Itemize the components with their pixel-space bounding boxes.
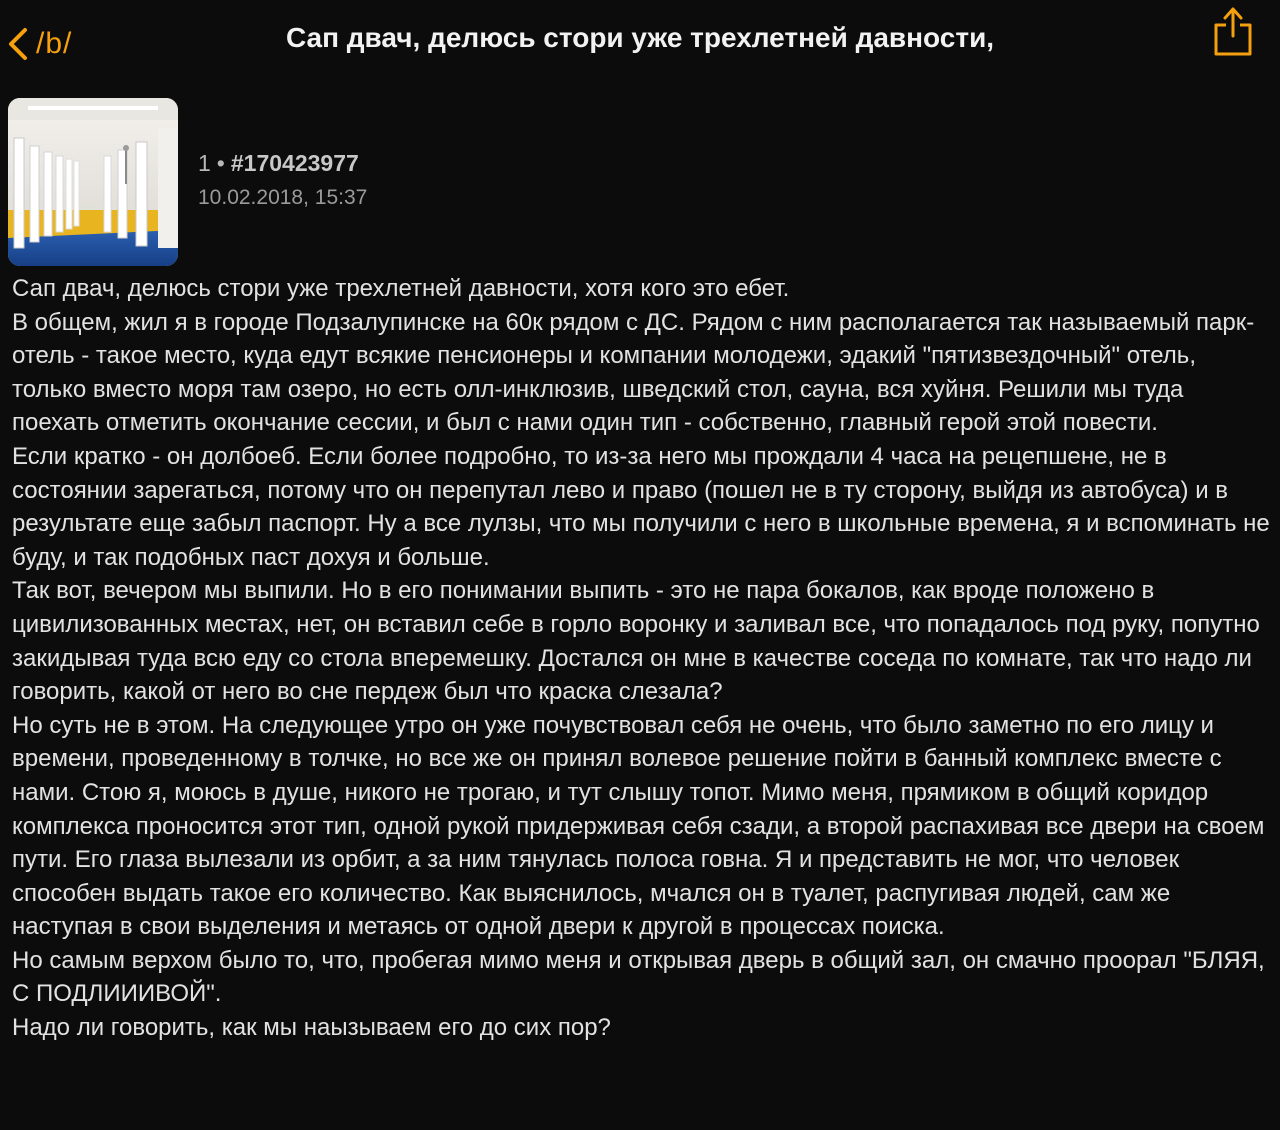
post-paragraph: Если кратко - он долбоеб. Если более подробно, то из-за него мы прождали 4 часа на рецепшене, не в состоянии зарегаться, потому что он перепутал лево и право (пошел не в ту сторону, выйдя из автобуса) и в результате еще забыл паспорт. Ну а все лулзы, что мы получили с него в школьные времена, я и вспоминать не буду, и так подобных паст дохуя и больше. — [12, 442, 1270, 571]
post-separator: • — [216, 150, 225, 176]
navigation-bar — [0, 0, 1280, 84]
post-meta — [198, 150, 367, 210]
back-label: /b/ — [36, 27, 73, 60]
post-paragraph: Сап двач, делюсь стори уже трехлетней давности, хотя кого это ебет. — [12, 275, 790, 302]
post-paragraph: Но самым верхом было то, что, пробегая мимо меня и открывая дверь в общий зал, он смачно проорал "БЛЯЯ, С ПОДЛИИИВОЙ". — [12, 946, 1265, 1008]
post-id[interactable]: #170423977 — [230, 150, 359, 176]
post-paragraph: Но суть не в этом. На следующее утро он уже почувствовал себя не очень, что было заметно по его лицу и времени, проведенному в толчке, но все же он принял волевое решение пойти в банный комплекс вместе с нами. Стою я, моюсь в душе, никого не трогаю, и тут слышу топот. Мимо меня, прямиком в общий коридор комплекса проносится этот тип, одной рукой придерживая себя сзади, а второй распахивая все двери на своем пути. Его глаза вылезали из орбит, а за ним тянулась полоса говна. Я и представить не мог, что человек способен выдать такое его количество. Как выяснилось, мчался он в туалет, распугивая людей, сам же наступая в свои выделения и метаясь от одной двери к другой в процессах поиска. — [12, 711, 1265, 941]
post-thumbnail[interactable] — [8, 98, 178, 266]
post-number: 1 — [198, 150, 211, 176]
thread-title: Сап двач, делюсь стори уже трехлетней давности, — [285, 22, 995, 53]
share-icon[interactable] — [1210, 6, 1256, 58]
back-button[interactable] — [6, 22, 72, 66]
shower-room-image — [8, 98, 178, 266]
chevron-left-icon — [6, 26, 30, 62]
post-number-line — [198, 150, 367, 182]
post-paragraph: Так вот, вечером мы выпили. Но в его понимании выпить - это не пара бокалов, как вроде положено в цивилизованных местах, нет, он вставил себе в горло воронку и заливал все, что попадалось под руку, попутно закидывая туда всю еду со стола вперемешку. Достался он мне в качестве соседа по комнате, так что надо ли говорить, какой от него во сне пердеж был что краска слезала? — [12, 577, 1260, 706]
post-body — [12, 272, 1270, 1045]
post-date: 10.02.2018, 15:37 — [198, 186, 368, 209]
post-paragraph: В общем, жил я в городе Подзалупинске на 60к рядом с ДС. Рядом с ним располагается так называемый парк-отель - такое место, куда едут всякие пенсионеры и компании молодежи, эдакий "пятизвездочный" отель, только вместо моря там озеро, но есть олл-инклюзив, шведский стол, сауна, вся хуйня. Решили мы туда поехать отметить окончание сессии, и был с нами один тип - собственно, главный герой этой повести. — [12, 308, 1255, 437]
post-header — [8, 98, 1268, 270]
post-paragraph: Надо ли говорить, как мы наызываем его до сих пор? — [12, 1014, 611, 1042]
